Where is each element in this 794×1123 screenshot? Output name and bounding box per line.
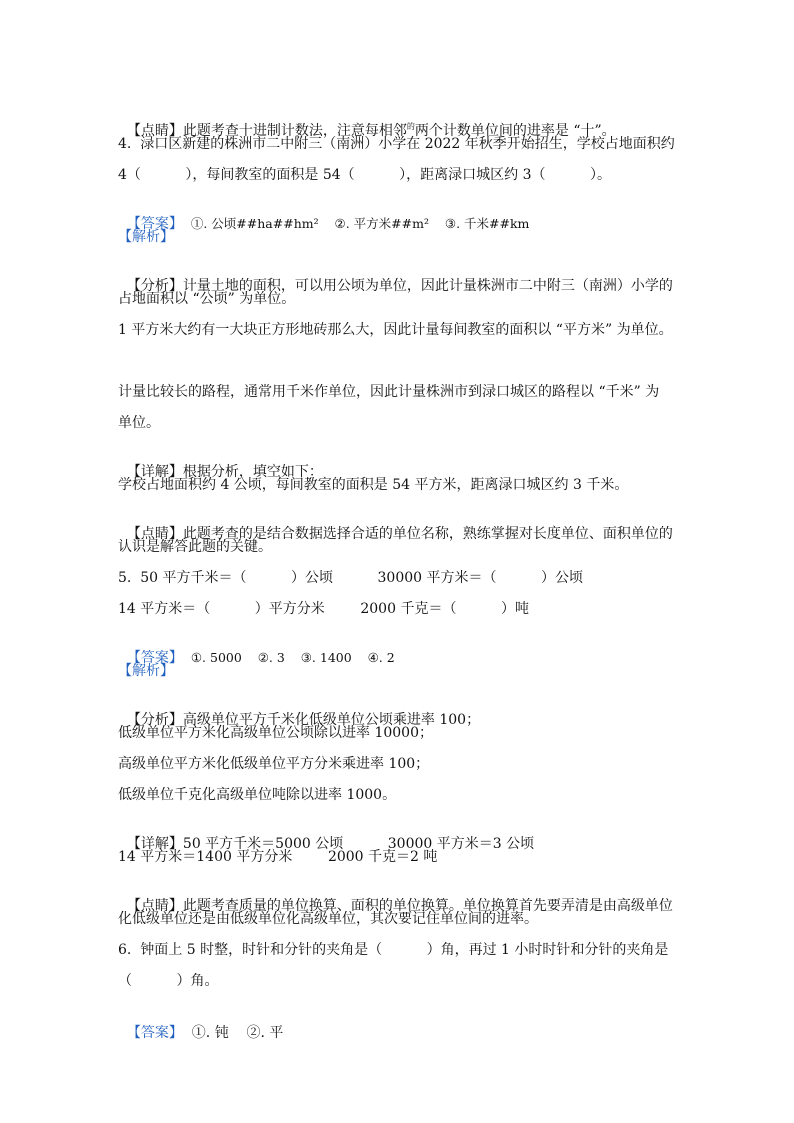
jiexi-tag: 【解析】: [118, 663, 174, 679]
text-segment: 高级单位平方千米化低级单位公顷乘进率 100；: [182, 712, 481, 728]
dianjing-line-q5-2: 化低级单位还是由低级单位化高级单位，其次要记住单位间的进率。: [118, 911, 538, 927]
question-6-line-2: （ ）角。: [118, 973, 219, 989]
answer-text: ①. 5000 ②. 3 ③. 1400 ④. 2: [182, 650, 395, 665]
text-segment: 50 平方千米＝5000 公顷 30000 平方米＝3 公顷: [182, 836, 535, 852]
answer-line-q6: [118, 1006, 283, 1042]
dianjing-tag: 【点睛】: [126, 123, 183, 139]
fenxi-line-5: 单位。: [118, 415, 160, 431]
fenxi-tag: 【分析】: [126, 712, 183, 728]
dianjing-line-q4-2: 认识是解答此题的关键。: [118, 539, 272, 555]
dianjing-tag: 【点睛】: [126, 898, 183, 914]
answer-text: ①. 钝 ②. 平: [182, 1025, 284, 1041]
fenxi-line-q5-3: 高级单位平方米化低级单位平方分米乘进率 100；: [118, 756, 430, 772]
jiexi-tag: 【解析】: [118, 229, 174, 245]
question-4-line-1: 4. 渌口区新建的株洲市二中附三（南洲）小学在 2022 年秋季开始招生，学校占地面积约: [118, 136, 675, 152]
text-segment: 根据分析，填空如下：: [182, 464, 323, 480]
fenxi-line-3: 1 平方米大约有一大块正方形地砖那么大，因此计量每间教室的面积以 “平方米” 为单位。: [118, 322, 673, 338]
question-6-line-1: 6. 钟面上 5 时整，时针和分针的夹角是（ ）角，再过 1 小时时针和分针的夹角是: [118, 942, 669, 958]
question-4-line-2: 4（ ），每间教室的面积是 54（ ），距离渌口城区约 3（ ）。: [118, 167, 612, 183]
answer-tag: 【答案】: [126, 1025, 183, 1041]
text-segment: 此题考查的是结合数据选择合适的单位名称，熟练掌握对长度单位、面积单位的: [182, 526, 673, 542]
answer-text: ①. 公顷##ha##hm² ②. 平方米##m² ③. 千米##km: [182, 216, 530, 231]
text-segment: 此题考查十进制计数法，注意每相邻: [182, 123, 407, 139]
raised-char: 的: [406, 122, 415, 131]
answer-tag: 【答案】: [126, 650, 183, 666]
answer-line-q4: [118, 197, 529, 233]
xiangjie-line-2: 学校占地面积约 4 公顷，每间教室的面积是 54 平方米，距离渌口城区约 3 千米。: [118, 477, 629, 493]
xiangjie-tag: 【详解】: [126, 464, 183, 480]
xiangjie-tag: 【详解】: [126, 836, 183, 852]
answer-tag: 【答案】: [126, 216, 183, 232]
fenxi-line-4: 计量比较长的路程，通常用千米作单位，因此计量株洲市到渌口城区的路程以 “千米” 为: [118, 384, 660, 400]
xiangjie-line-q5-2: 14 平方米＝1400 平方分米 2000 千克＝2 吨: [118, 849, 438, 865]
question-5-line-2: 14 平方米＝（ ）平方分米 2000 千克＝（ ）吨: [118, 601, 529, 617]
dianjing-tag: 【点睛】: [126, 526, 183, 542]
fenxi-tag: 【分析】: [126, 278, 183, 294]
question-5-line-1: 5. 50 平方千米＝（ ）公顷 30000 平方米＝（ ）公顷: [118, 570, 584, 586]
text-segment: 计量土地的面积，可以用公顷为单位，因此计量株洲市二中附三（南洲）小学的: [182, 278, 673, 294]
text-segment: 此题考查质量的单位换算、面积的单位换算。单位换算首先要弄清是由高级单位: [182, 898, 673, 914]
text-segment: 两个计数单位间的进率是 “十”。: [414, 123, 616, 139]
fenxi-line-q5-4: 低级单位千克化高级单位吨除以进率 1000。: [118, 787, 397, 803]
fenxi-line-q5-2: 低级单位平方米化高级单位公顷除以进率 10000；: [118, 725, 433, 741]
fenxi-line-2: 占地面积以 “公顷” 为单位。: [118, 291, 296, 307]
